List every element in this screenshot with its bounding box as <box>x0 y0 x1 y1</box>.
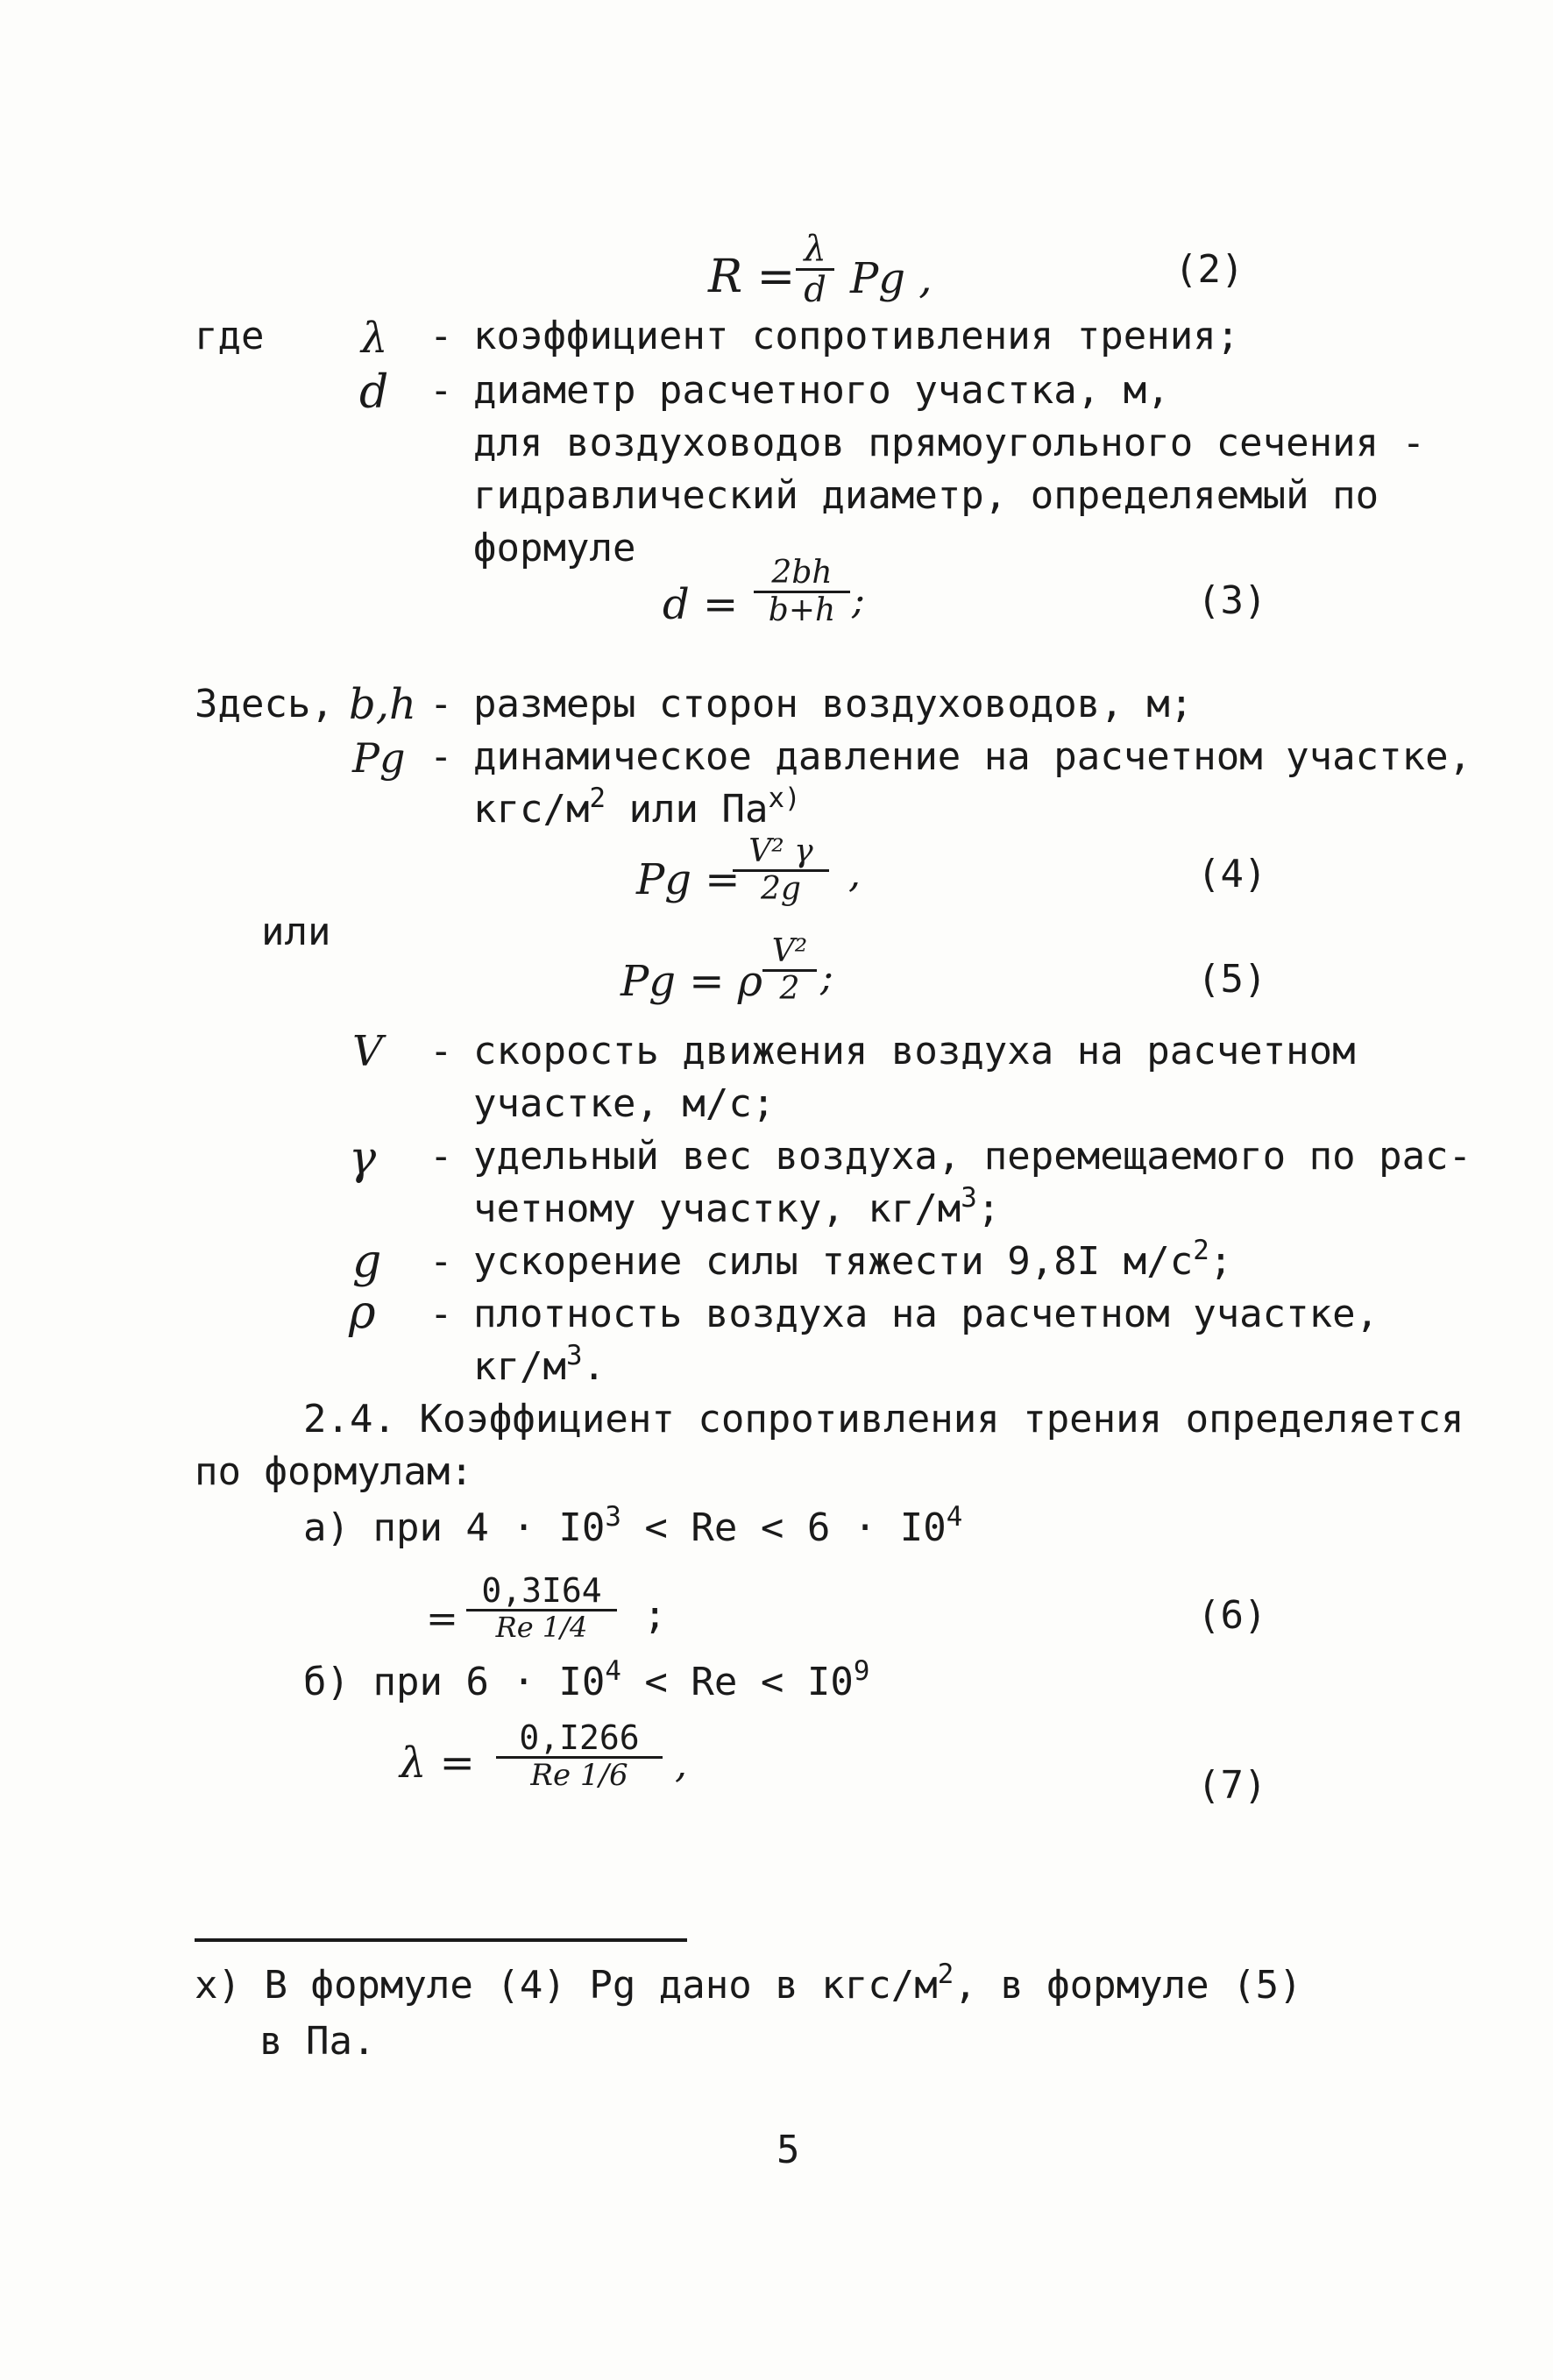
def-bh-dash: - <box>429 682 453 726</box>
formula-5-denominator: 2 <box>779 971 800 1007</box>
formula-6-number: (6) <box>1197 1593 1267 1638</box>
here-label: Здесь, <box>195 682 334 726</box>
formula-5-number: (5) <box>1197 957 1267 1002</box>
def-bh-symbol: b,h <box>349 680 416 729</box>
formula-4-denominator: 2g <box>761 871 801 907</box>
formula-2-numerator: λ <box>804 229 826 269</box>
case-a-condition: а) при $4 \cdot I0^3 < Re < 6 \cdot I0^4$ <box>303 1501 963 1550</box>
formula-6-denominator: Re 1/4 <box>495 1611 588 1644</box>
page-number: 5 <box>776 2128 800 2172</box>
formula-4-tail: , <box>848 852 861 896</box>
paragraph-2-4-line-2: по формулам: <box>195 1449 473 1494</box>
def-g-dash: - <box>429 1239 453 1284</box>
def-lambda-dash: - <box>429 314 453 358</box>
paragraph-2-4-line-1: 2.4. Коэффициент сопротивления трения определяется <box>303 1397 1464 1441</box>
def-pg-dash: - <box>429 734 453 779</box>
formula-6-numerator: 0,3I64 <box>481 1571 602 1610</box>
def-gamma-text-1: удельный вес воздуха, перемещаемого по рас- <box>473 1134 1472 1179</box>
def-v-text-2: участке, м/с; <box>473 1081 776 1126</box>
def-d-continuation-1: для воздуховодов прямоугольного сечения - <box>473 421 1426 465</box>
def-g-text: ускорение силы тяжести 9,8I $м/с^2$; <box>473 1235 1233 1284</box>
formula-3-denominator: b+h <box>768 592 836 628</box>
formula-4-number: (4) <box>1197 852 1267 896</box>
footnote-line-1: х) В формуле (4) Pg дано в кгс/$м^2$, в формуле (5) <box>195 1959 1302 2008</box>
def-lambda-text: коэффициент сопротивления трения; <box>473 314 1240 358</box>
formula-4-fraction <box>733 833 829 907</box>
def-lambda-symbol: λ <box>361 314 388 363</box>
footnote-separator <box>195 1938 687 1942</box>
formula-4-numerator: V² γ <box>748 833 813 869</box>
formula-6-fraction <box>466 1571 617 1644</box>
def-gamma-dash: - <box>429 1134 453 1179</box>
def-d-dash: - <box>429 368 453 413</box>
formula-2-tail: Pg , <box>850 254 933 303</box>
def-rho-text-2: $кг/м^3$. <box>473 1340 606 1389</box>
formula-3-number: (3) <box>1197 578 1267 623</box>
formula-7-denominator: Re 1/6 <box>530 1758 628 1793</box>
formula-3-numerator: 2bh <box>771 555 833 591</box>
formula-7-number: (7) <box>1197 1763 1267 1808</box>
def-d-text: диаметр расчетного участка, м, <box>473 368 1170 413</box>
def-gamma-text-2: четному участку, $кг/м^3$; <box>473 1182 1001 1231</box>
formula-3-lhs: d = <box>663 580 739 629</box>
def-g-symbol: g <box>352 1236 382 1288</box>
formula-5-numerator: V² <box>771 933 808 969</box>
def-d-symbol: d <box>359 366 389 419</box>
def-pg-units: кгс/$м^2$ или $Па^{х)}$ <box>473 783 801 832</box>
formula-2-lhs: R = <box>708 251 796 303</box>
formula-2-number: (2) <box>1174 247 1245 292</box>
def-v-symbol: V <box>352 1027 383 1076</box>
formula-5-tail: ; <box>820 955 833 1000</box>
formula-6-lhs: = <box>426 1597 458 1641</box>
def-bh-text: размеры сторон воздуховодов, м; <box>473 682 1194 726</box>
formula-3-fraction <box>754 557 850 627</box>
def-pg-text: динамическое давление на расчетном участке, <box>473 734 1472 779</box>
formula-6-tail: ; <box>643 1593 667 1638</box>
def-d-continuation-3: формуле <box>473 526 636 570</box>
def-rho-text-1: плотность воздуха на расчетном участке, <box>473 1292 1379 1336</box>
formula-7-fraction <box>496 1718 663 1793</box>
case-b-condition: б) при $6 \cdot I0^4 < Re < I0^9$ <box>303 1655 870 1704</box>
formula-5-fraction <box>762 933 817 1007</box>
def-v-dash: - <box>429 1029 453 1073</box>
formula-7-numerator: 0,I266 <box>519 1718 640 1757</box>
formula-2-fraction <box>796 231 834 308</box>
formula-3-tail: ; <box>852 578 865 623</box>
def-pg-symbol: Pg <box>352 734 406 782</box>
footnote-line-2: в Па. <box>259 2019 376 2064</box>
formula-4-lhs: Pg = <box>636 855 741 904</box>
def-gamma-symbol: γ <box>349 1132 377 1185</box>
def-rho-symbol: ρ <box>349 1286 376 1339</box>
or-label: или <box>261 910 331 954</box>
def-rho-dash: - <box>429 1292 453 1336</box>
formula-7-lhs: λ = <box>400 1739 475 1788</box>
formula-7-tail: , <box>675 1742 687 1787</box>
where-label: где <box>195 314 265 358</box>
def-d-continuation-2: гидравлический диаметр, определяемый по <box>473 473 1379 518</box>
def-v-text-1: скорость движения воздуха на расчетном <box>473 1029 1356 1073</box>
formula-5-lhs: Pg = ρ <box>620 957 762 1006</box>
formula-2-denominator: d <box>804 270 826 310</box>
